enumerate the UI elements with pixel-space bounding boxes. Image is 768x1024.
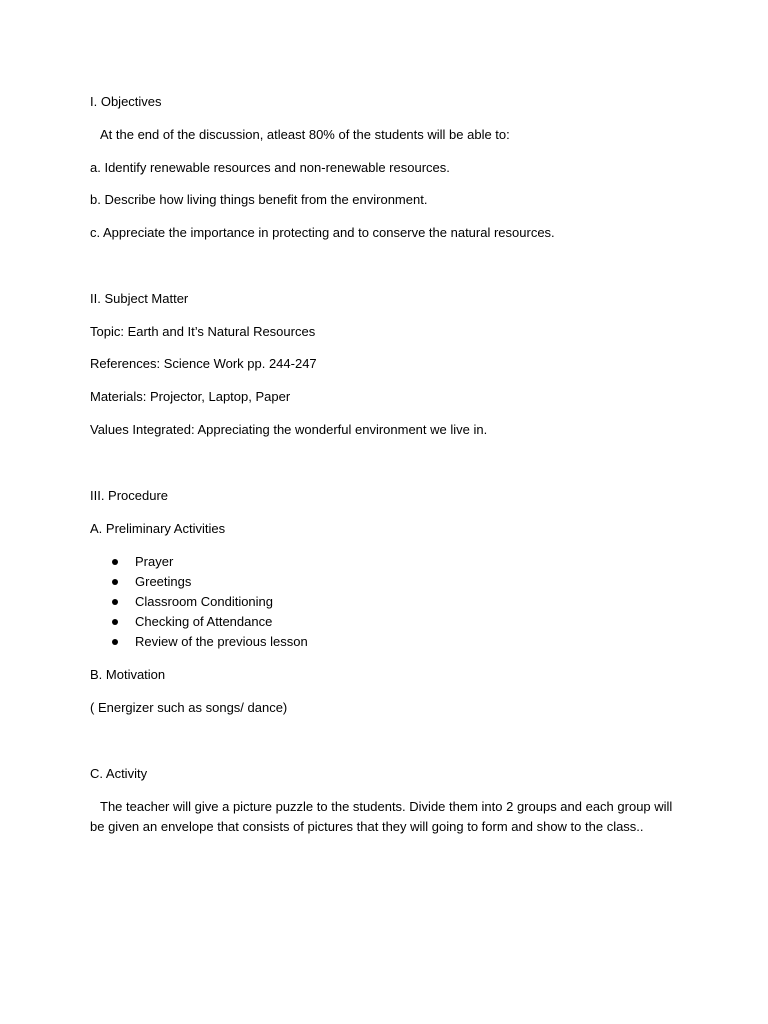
list-item-label: Review of the previous lesson bbox=[135, 634, 308, 649]
list-item bbox=[90, 554, 308, 574]
activity-text-line-1: The teacher will give a picture puzzle to the students. Divide them into 2 groups and each group will bbox=[100, 799, 673, 814]
bullet-icon bbox=[112, 559, 118, 565]
objective-item-c: c. Appreciate the importance in protecting and to conserve the natural resources. bbox=[90, 225, 555, 240]
list-item bbox=[90, 614, 308, 634]
objective-item-a: a. Identify renewable resources and non-renewable resources. bbox=[90, 160, 450, 175]
subject-values: Values Integrated: Appreciating the wonderful environment we live in. bbox=[90, 422, 488, 437]
motivation-text: ( Energizer such as songs/ dance) bbox=[90, 700, 288, 715]
list-item-label: Prayer bbox=[135, 554, 174, 569]
list-item bbox=[90, 634, 308, 654]
activity-text-line-2: be given an envelope that consists of pictures that they will going to form and show to the class.. bbox=[90, 819, 644, 834]
objective-item-b: b. Describe how living things benefit from the environment. bbox=[90, 192, 428, 207]
list-item-label: Classroom Conditioning bbox=[135, 594, 274, 609]
list-item bbox=[90, 574, 308, 594]
procedure-heading: III. Procedure bbox=[90, 488, 169, 503]
bullet-icon bbox=[112, 599, 118, 605]
motivation-heading: B. Motivation bbox=[90, 667, 166, 682]
preliminary-activities-list bbox=[90, 554, 308, 654]
activity-heading: C. Activity bbox=[90, 766, 148, 781]
objectives-intro: At the end of the discussion, atleast 80% of the students will be able to: bbox=[100, 127, 510, 142]
subject-matter-heading: II. Subject Matter bbox=[90, 291, 189, 306]
objectives-heading: I. Objectives bbox=[90, 94, 162, 109]
subject-references: References: Science Work pp. 244-247 bbox=[90, 356, 317, 371]
preliminary-heading: A. Preliminary Activities bbox=[90, 521, 226, 536]
list-item-label: Greetings bbox=[135, 574, 192, 589]
bullet-icon bbox=[112, 639, 118, 645]
subject-materials: Materials: Projector, Laptop, Paper bbox=[90, 389, 291, 404]
bullet-icon bbox=[112, 619, 118, 625]
bullet-icon bbox=[112, 579, 118, 585]
list-item-label: Checking of Attendance bbox=[135, 614, 273, 629]
subject-topic: Topic: Earth and It’s Natural Resources bbox=[90, 324, 316, 339]
list-item bbox=[90, 594, 308, 614]
